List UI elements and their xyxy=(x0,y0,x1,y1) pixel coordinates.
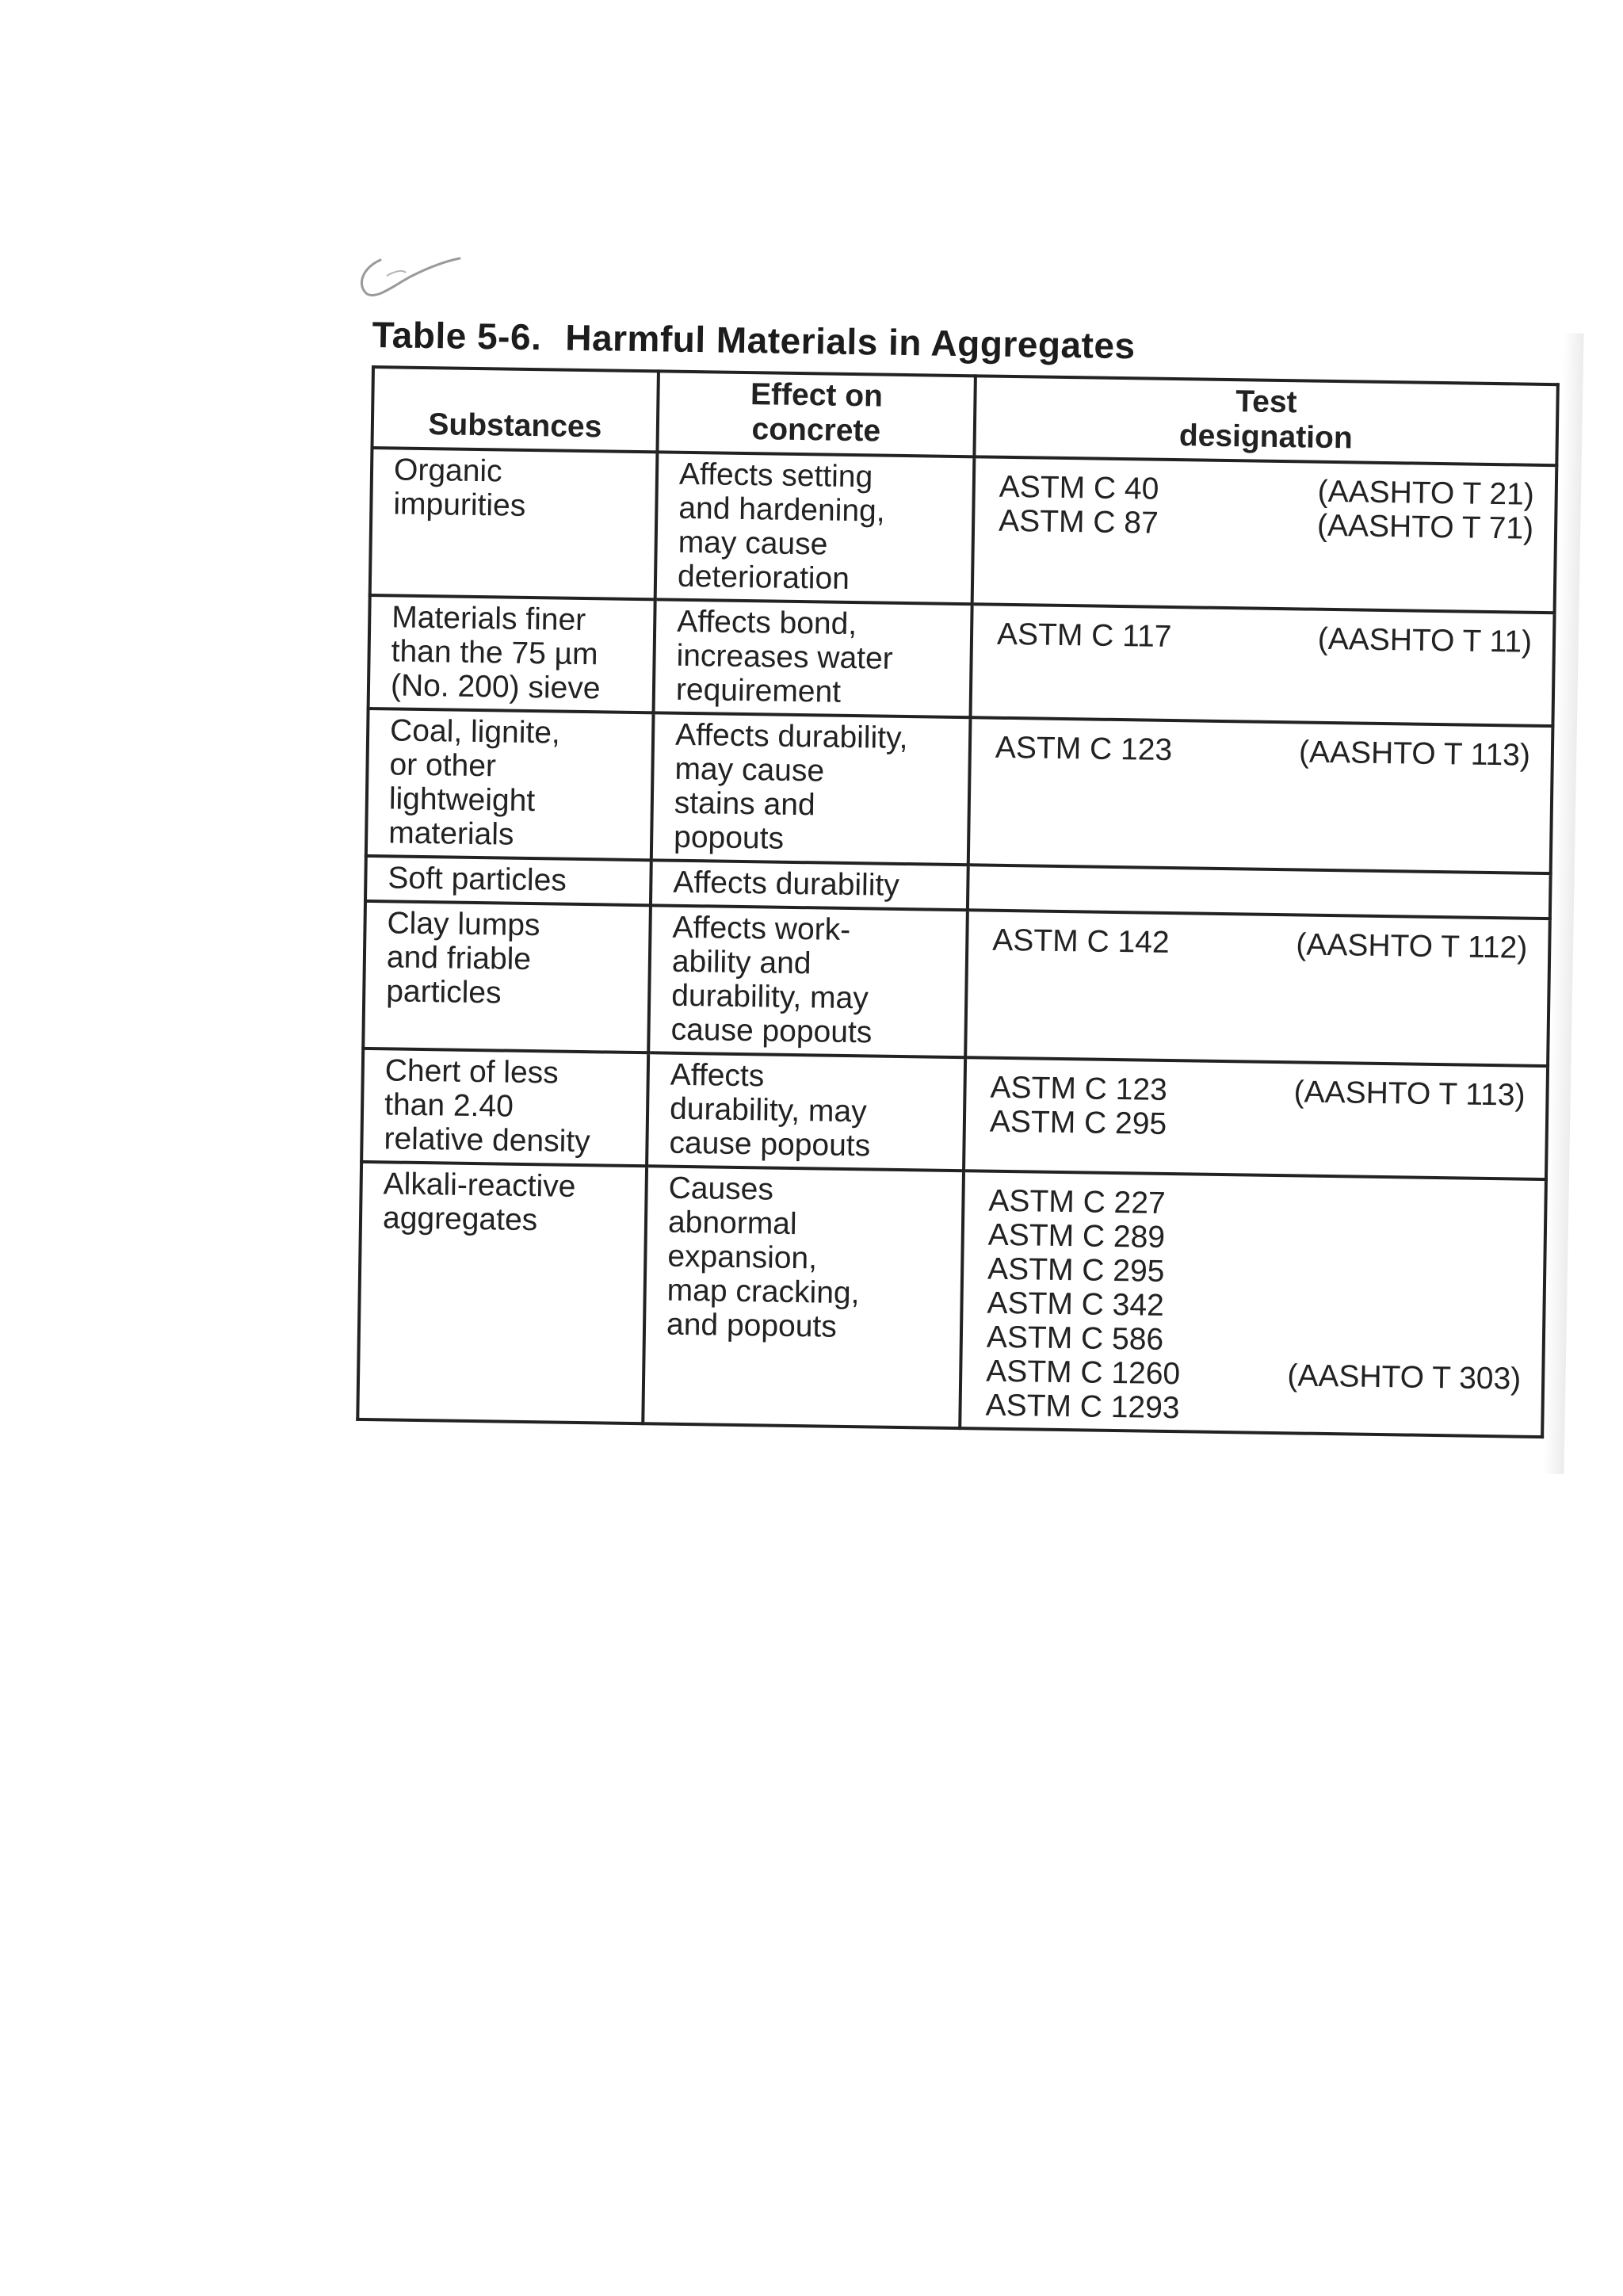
effect-text: Affects xyxy=(670,1057,765,1094)
effect-cell xyxy=(647,1052,965,1171)
test-designation-line xyxy=(995,731,1539,773)
substance-cell xyxy=(366,709,654,860)
test-designation-line xyxy=(999,504,1542,546)
effect-text: increases water xyxy=(676,638,894,676)
effect-text: cause popouts xyxy=(669,1125,871,1163)
aashto-designation xyxy=(1522,1226,1523,1260)
effect-text: and popouts xyxy=(666,1307,838,1344)
substance-cell xyxy=(363,901,651,1052)
effect-text: requirement xyxy=(675,672,842,709)
aashto-designation xyxy=(1520,1396,1521,1431)
substance-text: than the 75 µm xyxy=(391,634,598,672)
aashto-designation xyxy=(1522,1260,1523,1294)
effect-text: abnormal xyxy=(667,1205,797,1242)
substance-text: relative density xyxy=(384,1121,590,1159)
substance-text: Chert of less xyxy=(384,1053,559,1091)
effect-text: and hardening, xyxy=(678,491,885,529)
effect-text: durability, may xyxy=(669,1091,867,1129)
test-designation-line xyxy=(992,923,1536,965)
aashto-designation: (AASHTO T 113) xyxy=(1293,1075,1526,1113)
astm-designation: ASTM C 586 xyxy=(986,1320,1164,1357)
substance-text: impurities xyxy=(393,487,526,523)
astm-designation: ASTM C 123 xyxy=(990,1070,1168,1107)
header-effect-text: concrete xyxy=(751,412,881,449)
substance-text: than 2.40 xyxy=(384,1087,514,1124)
aashto-designation: (AASHTO T 112) xyxy=(1296,927,1528,965)
aashto-designation: (AASHTO T 21) xyxy=(1317,474,1535,512)
astm-designation: ASTM C 295 xyxy=(989,1104,1167,1141)
astm-designation: ASTM C 117 xyxy=(996,617,1172,655)
aashto-designation: (AASHTO T 71) xyxy=(1316,508,1534,546)
table-row xyxy=(366,709,1553,873)
effect-cell xyxy=(655,452,975,604)
table-caption xyxy=(372,313,1561,373)
substance-text: Clay lumps xyxy=(387,906,540,943)
effect-text: may cause xyxy=(678,525,828,562)
substance-cell xyxy=(369,595,655,712)
effect-text: ability and xyxy=(671,944,812,981)
substance-text: materials xyxy=(388,816,514,852)
substance-text: particles xyxy=(385,974,502,1010)
effect-text: stains and xyxy=(674,785,815,823)
astm-designation: ASTM C 1293 xyxy=(985,1388,1180,1426)
substance-text: and friable xyxy=(386,940,532,977)
substance-text: Alkali-reactive xyxy=(383,1167,576,1204)
test-designation-cell xyxy=(972,457,1557,613)
table-number: Table 5-6. xyxy=(372,313,542,358)
header-test-text: designation xyxy=(1178,418,1354,456)
effect-text: expansion, xyxy=(667,1239,818,1276)
astm-designation: ASTM C 342 xyxy=(987,1286,1165,1323)
substance-text: (No. 200) sieve xyxy=(390,668,601,706)
test-designation-cell xyxy=(964,1057,1548,1179)
astm-designation: ASTM C 227 xyxy=(988,1183,1167,1221)
effect-text: Causes xyxy=(668,1171,774,1207)
table-row xyxy=(361,1049,1548,1179)
aashto-designation: (AASHTO T 11) xyxy=(1317,621,1533,659)
substance-text: lightweight xyxy=(388,781,536,819)
effect-text: Affects setting xyxy=(678,457,873,495)
substance-text: or other xyxy=(389,747,497,784)
aashto-designation: (AASHTO T 113) xyxy=(1298,735,1531,773)
effect-cell xyxy=(654,599,972,717)
header-substances-text: Substances xyxy=(428,407,602,445)
table-row xyxy=(369,595,1555,726)
substance-cell xyxy=(361,1049,648,1166)
astm-designation: ASTM C 123 xyxy=(995,730,1173,768)
substance-text: Organic xyxy=(393,453,502,489)
header-test-text: Test xyxy=(1235,384,1297,420)
astm-designation: ASTM C 1260 xyxy=(985,1354,1181,1392)
astm-designation: ASTM C 295 xyxy=(987,1251,1165,1289)
substance-text: Soft particles xyxy=(388,861,567,898)
test-designation-cell xyxy=(968,717,1553,873)
astm-designation: ASTM C 87 xyxy=(998,503,1159,541)
effect-text: deterioration xyxy=(677,559,850,596)
pencil-check-mark xyxy=(349,252,468,315)
aashto-designation xyxy=(1525,1113,1526,1147)
aashto-designation xyxy=(1523,1192,1524,1226)
aashto-designation: (AASHTO T 303) xyxy=(1287,1358,1522,1396)
substance-text: Coal, lignite, xyxy=(389,713,561,751)
astm-designation: ASTM C 40 xyxy=(999,469,1159,506)
effect-text: durability, may xyxy=(670,978,869,1016)
substance-text: aggregates xyxy=(382,1201,538,1238)
effect-cell xyxy=(648,905,968,1057)
header-effect-text: Effect on xyxy=(750,377,884,414)
effect-text: Affects durability xyxy=(673,865,900,903)
effect-cell xyxy=(643,1166,964,1428)
header-test-designation xyxy=(974,376,1557,465)
effect-cell xyxy=(651,712,971,865)
substance-cell xyxy=(357,1162,647,1423)
substance-cell xyxy=(370,448,658,599)
astm-designation: ASTM C 289 xyxy=(987,1217,1166,1255)
effect-text: may cause xyxy=(674,751,825,789)
table-body xyxy=(357,448,1556,1437)
table-row xyxy=(357,1162,1546,1437)
header-substances xyxy=(372,367,658,452)
test-designation-cell xyxy=(965,910,1550,1066)
table-row xyxy=(370,448,1557,613)
effect-text: popouts xyxy=(673,819,785,856)
header-effect xyxy=(657,371,975,457)
table-title: Harmful Materials in Aggregates xyxy=(564,316,1136,367)
test-designation-cell xyxy=(971,604,1555,726)
table-row xyxy=(363,901,1550,1066)
astm-designation: ASTM C 142 xyxy=(992,923,1170,961)
effect-text: Affects bond, xyxy=(676,604,857,642)
test-designation-cell xyxy=(960,1171,1546,1437)
effect-text: Affects work- xyxy=(672,910,851,948)
effect-cell xyxy=(651,860,968,910)
effect-text: cause popouts xyxy=(670,1012,873,1050)
effect-text: map cracking, xyxy=(666,1273,860,1311)
substance-cell xyxy=(365,856,651,905)
harmful-materials-table xyxy=(356,365,1560,1438)
substance-text: Materials finer xyxy=(391,600,586,638)
document-table-block xyxy=(356,313,1561,1438)
test-designation-line xyxy=(997,617,1541,659)
effect-text: Affects durability, xyxy=(674,717,908,756)
